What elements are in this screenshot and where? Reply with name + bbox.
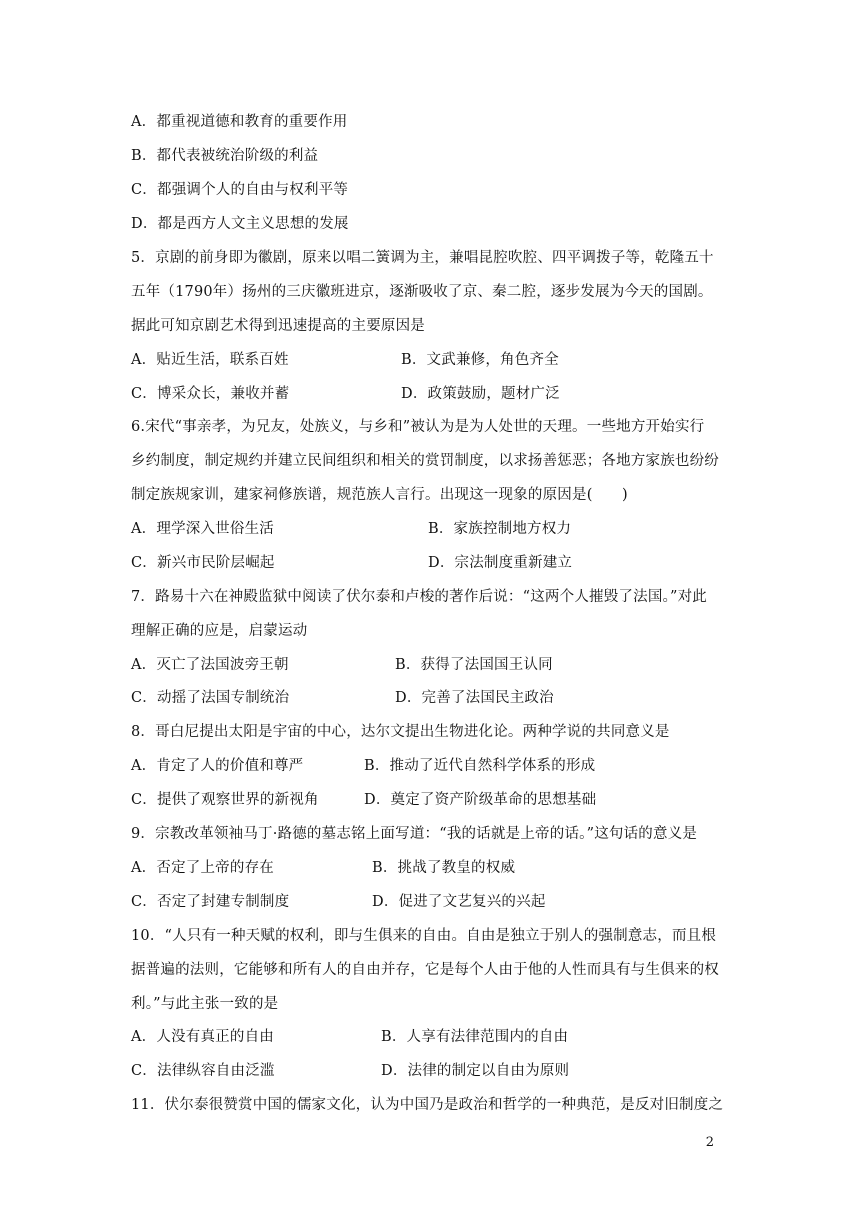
q7-option-row xyxy=(131,689,554,707)
option-d: D．都是西方人文主义思想的发展 xyxy=(131,216,349,232)
q6-option-row xyxy=(131,554,573,572)
q5-text-line: 五年（1790年）扬州的三庆徽班进京，逐渐吸收了京、秦二腔，逐步发展为今天的国剧。 xyxy=(131,284,713,300)
q9-text-line: 9．宗教改革领袖马丁·路德的墓志铭上面写道：“我的话就是上帝的话。”这句话的意义是 xyxy=(131,826,698,842)
q8-option-b: B．推动了近代自然科学体系的形成 xyxy=(364,758,596,774)
q5-option-row xyxy=(131,351,559,369)
option-a: A．都重视道德和教育的重要作用 xyxy=(131,114,348,130)
q7-option-b: B．获得了法国国王认同 xyxy=(395,657,553,673)
q8-option-c: C．提供了观察世界的新视角 xyxy=(131,792,319,808)
q5-text-line: 据此可知京剧艺术得到迅速提高的主要原因是 xyxy=(131,318,425,334)
q8-option-d: D．奠定了资产阶级革命的思想基础 xyxy=(364,792,597,808)
q10-text-line: 10．“人只有一种天赋的权利，即与生俱来的自由。自由是独立于别人的强制意志，而且根 xyxy=(131,928,717,944)
q9-option-a: A．否定了上帝的存在 xyxy=(131,860,274,876)
q10-option-c: C．法律纵容自由泛滥 xyxy=(131,1063,275,1079)
q6-text-line: 制定族规家训，建家祠修族谱，规范族人言行。出现这一现象的原因是( ) xyxy=(131,487,628,503)
q7-option-c: C．动摇了法国专制统治 xyxy=(131,690,290,706)
q9-option-c: C．否定了封建专制制度 xyxy=(131,894,290,910)
q10-option-d: D．法律的制定以自由为原则 xyxy=(381,1063,570,1079)
q7-option-row xyxy=(131,656,553,674)
option-c: C．都强调个人的自由与权利平等 xyxy=(131,182,349,198)
page-number: 2 xyxy=(705,1135,714,1150)
q11-text-line: 11．伏尔泰很赞赏中国的儒家文化，认为中国乃是政治和哲学的一种典范，是反对旧制度之 xyxy=(131,1097,724,1113)
q10-option-row xyxy=(131,1062,570,1080)
q9-option-b: B．挑战了教皇的权威 xyxy=(372,860,516,876)
q7-text-line: 7．路易十六在神殿监狱中阅读了伏尔泰和卢梭的著作后说：“这两个人摧毁了法国。”对此 xyxy=(131,589,707,605)
q10-text-line: 利。”与此主张一致的是 xyxy=(131,996,279,1012)
q8-option-row xyxy=(131,791,597,809)
q8-option-row xyxy=(131,757,596,775)
q5-option-row xyxy=(131,385,560,403)
q10-option-row xyxy=(131,1028,569,1046)
q10-text-line: 据普遍的法则，它能够和所有人的自由并存，它是每个人由于他的人性而具有与生俱来的权 xyxy=(131,962,719,978)
q5-option-a: A．贴近生活，联系百姓 xyxy=(131,352,289,368)
q5-option-b: B．文武兼修，角色齐全 xyxy=(401,352,559,368)
q6-text-line: 6.宋代“事亲孝，为兄友，处族义，与乡和”被认为是为人处世的天理。一些地方开始实行 xyxy=(131,419,705,435)
q6-text-line: 乡约制度，制定规约并建立民间组织和相关的赏罚制度，以求扬善惩恶；各地方家族也纷纷 xyxy=(131,453,719,469)
q10-option-a: A．人没有真正的自由 xyxy=(131,1029,274,1045)
q6-option-c: C．新兴市民阶层崛起 xyxy=(131,555,275,571)
q5-option-d: D．政策鼓励，题材广泛 xyxy=(401,386,560,402)
q6-option-a: A．理学深入世俗生活 xyxy=(131,521,274,537)
option-b: B．都代表被统治阶级的利益 xyxy=(131,148,319,164)
q6-option-b: B．家族控制地方权力 xyxy=(428,521,572,537)
q10-option-b: B．人享有法律范围内的自由 xyxy=(381,1029,569,1045)
q9-option-d: D．促进了文艺复兴的兴起 xyxy=(372,894,546,910)
q6-option-d: D．宗法制度重新建立 xyxy=(428,555,573,571)
q8-text-line: 8．哥白尼提出太阳是宇宙的中心，达尔文提出生物进化论。两种学说的共同意义是 xyxy=(131,724,670,740)
q5-option-c: C．博采众长，兼收并蓄 xyxy=(131,386,290,402)
q9-option-row xyxy=(131,859,516,877)
q9-option-row xyxy=(131,893,546,911)
q7-text-line: 理解正确的应是，启蒙运动 xyxy=(131,623,308,639)
q7-option-d: D．完善了法国民主政治 xyxy=(395,690,554,706)
q7-option-a: A．灭亡了法国波旁王朝 xyxy=(131,657,289,673)
q8-option-a: A．肯定了人的价值和尊严 xyxy=(131,758,304,774)
q6-option-row xyxy=(131,520,572,538)
q5-text-line: 5．京剧的前身即为徽剧，原来以唱二簧调为主，兼唱昆腔吹腔、四平调拨子等，乾隆五十 xyxy=(131,250,714,266)
